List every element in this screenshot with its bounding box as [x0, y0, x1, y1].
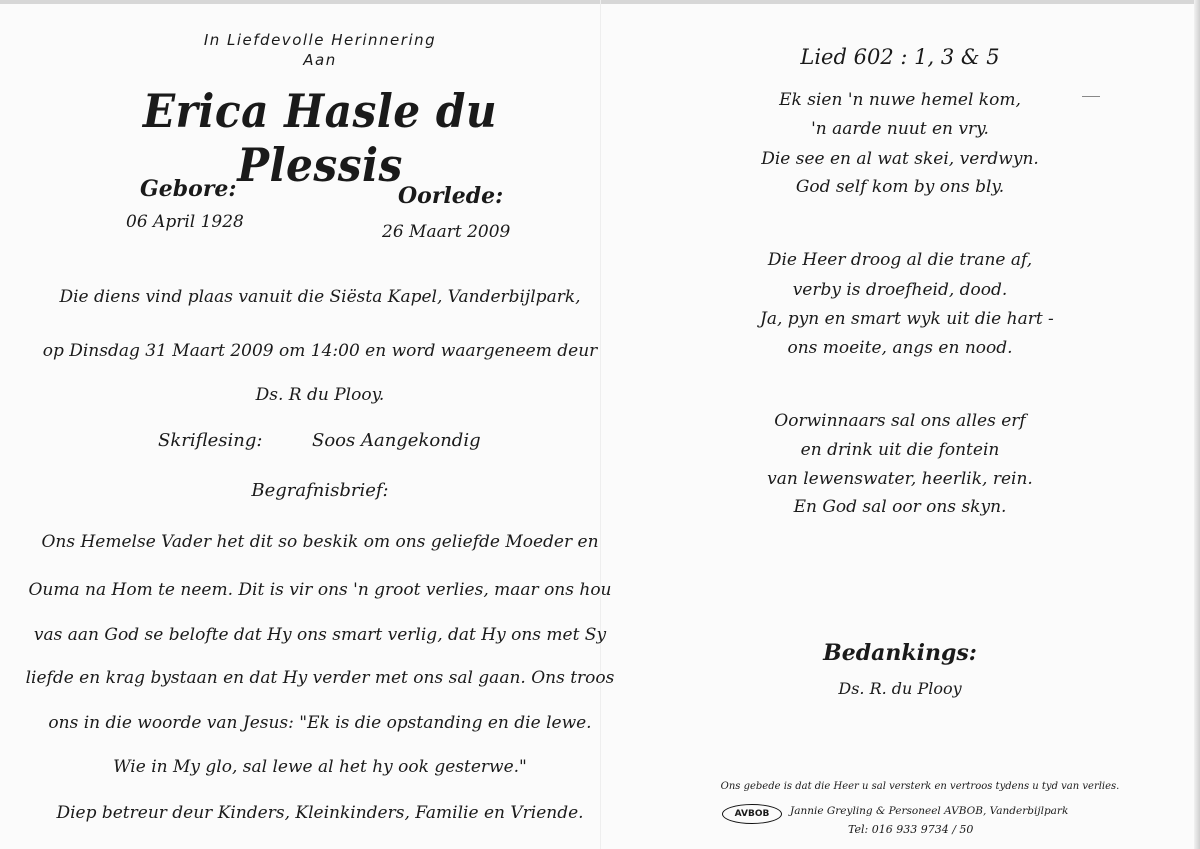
- born-label: Gebore:: [140, 176, 237, 202]
- thanks-heading: Bedankings:: [823, 640, 977, 666]
- footer-company: Jannie Greyling & Personeel AVBOB, Vanderbijlpark: [790, 805, 1069, 817]
- hymn-line: Ja, pyn en smart wyk uit die hart -: [760, 309, 1054, 329]
- born-date: 06 April 1928: [126, 212, 244, 232]
- memorial-heading: In Liefdevolle Herinnering: [203, 31, 437, 49]
- letter-line: Wie in My glo, sal lewe al het hy ook gesterwe.": [113, 757, 527, 777]
- hymn-line: En God sal oor ons skyn.: [793, 497, 1007, 517]
- letter-label: Begrafnisbrief:: [251, 480, 389, 501]
- scan-right-edge: [1194, 0, 1200, 849]
- memorial-heading-to: Aan: [303, 51, 337, 69]
- footer-prayer: Ons gebede is dat die Heer u sal versterk en vertroos tydens u tyd van verlies.: [720, 781, 1120, 792]
- hymn-line: Die see en al wat skei, verdwyn.: [761, 149, 1039, 169]
- letter-line: Ouma na Hom te neem. Dit is vir ons 'n groot verlies, maar ons hou: [28, 580, 612, 600]
- hymn-line: Oorwinnaars sal ons alles erf: [774, 411, 1026, 431]
- letter-line: ons in die woorde van Jesus: "Ek is die opstanding en die lewe.: [48, 713, 592, 733]
- reading-label: Skriflesing:: [158, 430, 263, 451]
- died-label: Oorlede:: [398, 183, 504, 209]
- died-date: 26 Maart 2009: [382, 222, 511, 242]
- reading-value: Soos Aangekondig: [312, 430, 481, 451]
- service-line-1: Die diens vind plaas vanuit die Siësta Kapel, Vanderbijlpark,: [59, 287, 581, 307]
- service-line-2: op Dinsdag 31 Maart 2009 om 14:00 en word waargeneem deur: [42, 341, 598, 361]
- letter-line: liefde en krag bystaan en dat Hy verder met ons sal gaan. Ons troos: [25, 668, 615, 688]
- hymn-title: Lied 602 : 1, 3 & 5: [800, 45, 1000, 69]
- officiant: Ds. R du Plooy.: [255, 385, 385, 405]
- footer-phone: Tel: 016 933 9734 / 50: [848, 823, 974, 836]
- mourners-line: Diep betreur deur Kinders, Kleinkinders, Familie en Vriende.: [56, 803, 584, 823]
- stray-mark: [1082, 96, 1100, 97]
- letter-line: Ons Hemelse Vader het dit so beskik om ons geliefde Moeder en: [41, 532, 599, 552]
- hymn-line: ons moeite, angs en nood.: [787, 338, 1013, 358]
- hymn-line: Ek sien 'n nuwe hemel kom,: [779, 90, 1021, 110]
- hymn-line: van lewenswater, heerlik, rein.: [767, 469, 1033, 489]
- hymn-line: God self kom by ons bly.: [795, 177, 1005, 197]
- hymn-line: verby is droefheid, dood.: [792, 280, 1008, 300]
- deceased-name: Erica Hasle du Plessis: [142, 84, 498, 192]
- hymn-line: 'n aarde nuut en vry.: [811, 119, 989, 139]
- hymn-line: Die Heer droog al die trane af,: [767, 250, 1033, 270]
- avbob-logo: AVBOB: [722, 804, 782, 824]
- hymn-line: en drink uit die fontein: [800, 440, 1000, 460]
- thanks-name: Ds. R. du Plooy: [838, 679, 962, 698]
- letter-line: vas aan God se belofte dat Hy ons smart verlig, dat Hy ons met Sy: [33, 625, 607, 645]
